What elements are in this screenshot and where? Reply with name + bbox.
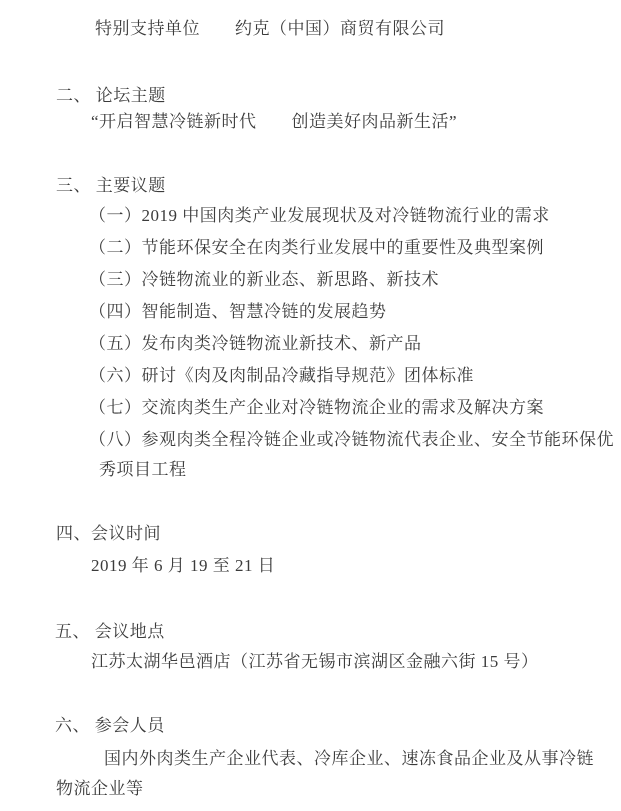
section-3-heading: 三、 主要议题 bbox=[56, 176, 166, 195]
participants-line-1: 国内外肉类生产企业代表、冷库企业、速冻食品企业及从事冷链 bbox=[104, 749, 594, 768]
meeting-date-line: 2019 年 6 月 19 至 21 日 bbox=[91, 556, 276, 575]
topic-item-7: （七）交流肉类生产企业对冷链物流企业的需求及解决方案 bbox=[89, 398, 544, 417]
topic-item-2: （二）节能环保安全在肉类行业发展中的重要性及典型案例 bbox=[89, 238, 544, 257]
topic-item-3: （三）冷链物流业的新业态、新思路、新技术 bbox=[89, 270, 439, 289]
section-5-heading: 五、 会议地点 bbox=[55, 622, 165, 641]
topic-item-1: （一）2019 中国肉类产业发展现状及对冷链物流行业的需求 bbox=[89, 206, 550, 225]
participants-line-2: 物流企业等 bbox=[56, 779, 144, 798]
section-4-heading: 四、会议时间 bbox=[56, 524, 161, 543]
topic-item-5: （五）发布肉类冷链物流业新技术、新产品 bbox=[89, 334, 422, 353]
section-6-heading: 六、 参会人员 bbox=[55, 716, 165, 735]
meeting-venue-line: 江苏太湖华邑酒店（江苏省无锡市滨湖区金融六街 15 号） bbox=[91, 652, 539, 671]
section-2-heading: 二、 论坛主题 bbox=[56, 86, 166, 105]
topic-item-8: （八）参观肉类全程冷链企业或冷链物流代表企业、安全节能环保优 bbox=[89, 430, 614, 449]
topic-item-4: （四）智能制造、智慧冷链的发展趋势 bbox=[89, 302, 387, 321]
topic-item-8-continuation: 秀项目工程 bbox=[99, 460, 187, 479]
forum-theme-line: “开启智慧冷链新时代 创造美好肉品新生活” bbox=[91, 112, 458, 131]
support-unit-line: 特别支持单位 约克（中国）商贸有限公司 bbox=[95, 19, 445, 38]
topic-item-6: （六）研讨《肉及肉制品冷藏指导规范》团体标准 bbox=[89, 366, 474, 385]
